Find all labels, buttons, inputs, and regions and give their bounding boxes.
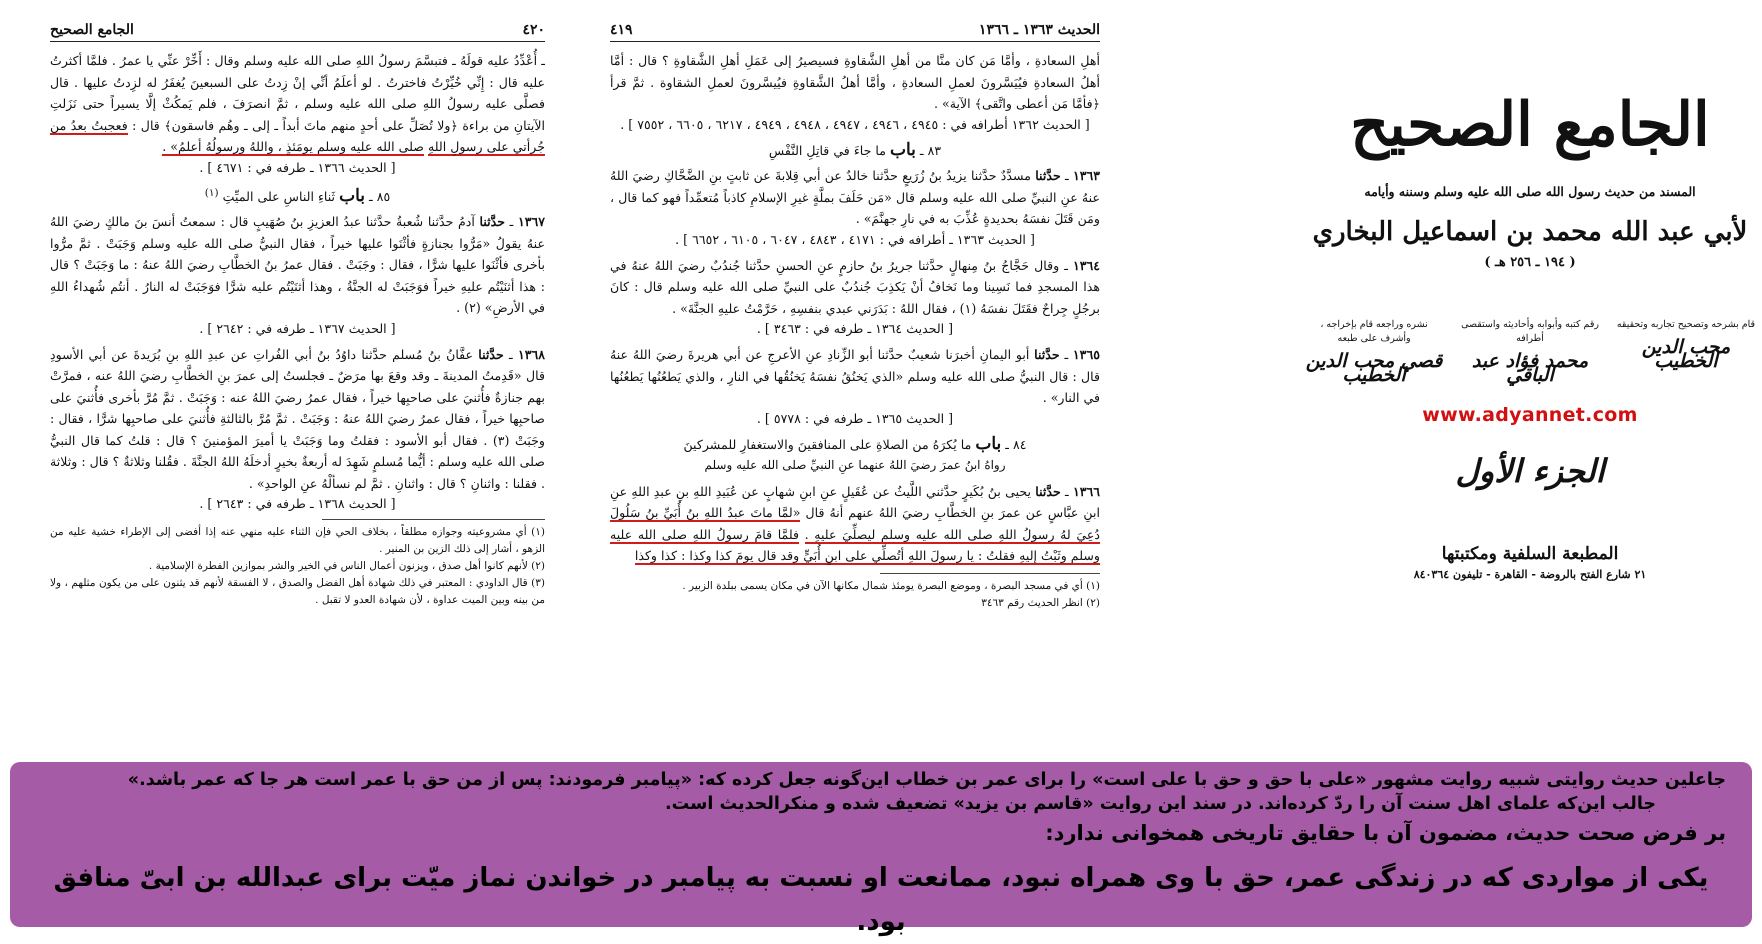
hadith-1366: ١٣٦٦ ـ حدَّثنا يحيى بنُ بُكَيرٍ حدَّثني اللَّيثُ عن عُقَيلٍ عنِ ابنِ شهابٍ عن عُبَيدِ اللهِ بنِ عبدِ اللهِ عنِ ابنِ عبَّاسٍ عن عمرَ بنِ الخطَّابِ رضيَ اللهُ عنهم أنهُ قال «لمَّا ماتَ عبدُ اللهِ بنُ أُبَيِّ بنُ سَلُولَ دُعِيَ لهُ رسولُ اللهِ صلى الله عليه وسلم ليصلِّيَ عليهِ . فلمَّا قامَ رسولُ اللهِ صلى الله عليه وسلم وثَبْتُ إليهِ فقلتُ : يا رسولَ اللهِ أتُصلِّي على ابنِ أُبَيٍّ وقد قال يومَ كذا وكذا : كذا وكذا bbox=[610, 483, 1100, 563]
red-underline-2: صلى الله عليه وسلم يومَئذٍ ، واللهُ ورسولُهُ أعلمُ» . bbox=[162, 139, 424, 154]
book-title: الجامع الصحيح bbox=[1350, 90, 1710, 160]
hadith-ref: [ الحديث ١٣٦٧ ـ طرفه في : ٢٦٤٢ ] . bbox=[199, 320, 396, 336]
hadith-ref: [ الحديث ١٣٦٦ ـ طرفه في : ٤٦٧١ ] . bbox=[199, 159, 396, 175]
hadith-ref: [ الحديث ١٣٦٤ ـ طرفه في : ٣٤٦٣ ] . bbox=[756, 321, 954, 336]
middle-page bbox=[610, 22, 1100, 612]
editor-signature: محب الدين الخطيب bbox=[1641, 336, 1731, 372]
editor-1: قام بشرحه وتصحيح تجاربه وتحقيقه محب الدين الخطيب bbox=[1616, 319, 1756, 372]
hadith-ref: [ الحديث ١٣٦٣ ـ أطرافه في : ٤١٧١ ، ٤٨٤٣ ، ٦٠٤٧ ، ٦١٠٥ ، ٦٦٥٢ ] . bbox=[675, 231, 1035, 247]
left-running-title: الجامع الصحيح bbox=[50, 22, 134, 38]
book-subtitle: المسند من حديث رسول الله صلى الله عليه وسلم وسننه وأيامه bbox=[1364, 184, 1696, 199]
middle-page-header bbox=[610, 22, 1100, 42]
editor-2: رقم كتبه وأبوابه وأحاديثه واستقصى أطرافه محمد فؤاد عبد الباقي bbox=[1461, 319, 1599, 386]
footnote: (١) أي مشروعيته وجوازه مطلقاً ، بخلاف الحي فإن الثناء عليه منهي عنه إذا أفضى إلى الإطراء خشية عليه من الزهو ، أشار إلى ذلك الزين بن المنير . bbox=[50, 526, 545, 556]
red-underline-1: فعجبتُ بعدُ من جُرأتي على رسولِ اللهِ bbox=[50, 117, 545, 154]
commentary-banner bbox=[10, 762, 1752, 937]
footnote: (١) أي في مسجد البصرة ، وموضع البصرة يومئذ شمال مكانها الآن في مكان يسمى ببلدة الزبير . bbox=[682, 579, 1100, 592]
author-dates: ( ١٩٤ ـ ٢٥٦ هـ ) bbox=[1484, 255, 1576, 270]
hadith-1363: ١٣٦٣ ـ حدَّثنا مسدَّدٌ حدَّثنا يزيدُ بنُ زُرَيعٍ حدَّثنا خالدٌ عن أبي قِلابةَ عن ثابتٍ بنِ الضَّحَّاكِ رضيَ اللهُ عنهُ عنِ النبيِّ صلى الله عليه وسلم قال «مَن حَلَفَ بملَّةٍ غيرِ الإسلامِ كاذباً مُتعمِّداً فهو كما قال ، ومَن قَتَلَ نفسَهُ بحديدةٍ عُذِّبَ به في نارِ جهنَّمَ» . bbox=[610, 168, 1100, 226]
hadith-1364: ١٣٦٤ ـ وقال حَجَّاجُ بنُ مِنهالٍ حدَّثنا جريرُ بنُ حازمٍ عنِ الحسنِ حدَّثنا جُندُبٌ رضيَ اللهُ عنهُ في هذا المسجدِ فما نَسِينا وما نَخافُ أنْ يَكذِبَ جُندُبٌ على النبيِّ صلى الله عليه وسلم قال : كانَ برجُلٍ جِراحٌ فقَتَلَ نفسَهُ (١) ، فقال اللهُ : بَدَرَني عبدي بنفسِهِ ، حَرَّمْتُ عليهِ الجنَّةَ» . bbox=[610, 257, 1101, 316]
hadith-ref: [ الحديث ١٣٦٢ أطرافه في : ٤٩٤٥ ، ٤٩٤٦ ، ٤٩٤٧ ، ٤٩٤٨ ، ٤٩٤٩ ، ٦٢١٧ ، ٦٦٠٥ ، ٧٥٥٢ ] . bbox=[620, 116, 1090, 132]
volume-label: الجزء الأول bbox=[1455, 452, 1605, 490]
website-watermark: www.adyannet.com bbox=[1422, 404, 1638, 426]
publisher-name: المطبعة السلفية ومكتبتها bbox=[1441, 544, 1619, 564]
left-page-body bbox=[50, 50, 545, 609]
editor-3: نشره وراجعه قام بإخراجه ، وأشرف على طبعه قصي محب الدين الخطيب bbox=[1305, 319, 1443, 386]
left-page-number: ٤٢٠ bbox=[522, 22, 545, 38]
left-page-header bbox=[50, 22, 545, 42]
hadith-1367: ١٣٦٧ ـ حدَّثنا آدمُ حدَّثنا شُعبةُ حدَّثنا عبدُ العزيزِ بنُ صُهَيبٍ قال : سمعتُ أنسَ بنَ مالكٍ رضيَ اللهُ عنهُ يقولُ «مَرُّوا بجنازةٍ فأثْنَوا عليها خيراً ، فقال النبيُّ صلى الله عليه وسلم وَجَبَتْ . ثمَّ مرُّوا بأخرى فأثْنَوا عليها شرًّا ، فقال : وجَبَتْ . فقال عمرُ بنُ الخطَّابِ رضيَ اللهُ عنهُ : ما وَجَبَتْ ؟ قال : هذا أثنَيْتُم عليهِ خيراً فوَجَبَتْ له الجنَّةُ ، وهذا أثنَيْتُم عليه شرًّا فوَجَبَتْ له النارُ . أنتُم شُهداءُ اللهِ في الأرضِ» (٢) . bbox=[50, 214, 545, 316]
banner-line-2: جالب این‌که علمای اهل سنت آن را ردّ کرده‌اند. در سند این روایت «قاسم بن یزید» تضعیف شده و منکرالحدیث است. bbox=[665, 794, 1656, 814]
hadith-1368: ١٣٦٨ ـ حدَّثنا عفَّانُ بنُ مُسلم حدَّثنا داوُدُ بنُ أبي الفُراتِ عن عبدِ اللهِ بنِ بُرَيدةَ عن أبي الأسودِ قال «قَدِمتُ المدينةَ ـ وقد وقعَ بها مرَضٌ ـ فجلستُ إلى عمرَ بنِ الخطَّابِ رضيَ اللهُ عنه ، فمرَّتْ بهم جنازةٌ فأُثنيَ على صاحبِها خيراً ، فقال عمرُ رضيَ اللهُ عنه : وَجَبَتْ . ثمَّ مُرَّ بأخرى فأُثنيَ على صاحبِها خيراً ، فقال عمرُ رضيَ اللهُ عنهُ : وَجَبَتْ . ثمَّ مُرَّ بالثالثةِ فأُثنيَ على صاحبِها شرًّا ، فقال : وجَبَتْ (٣) . فقال أبو الأسود : فقلتُ وما وَجَبَتْ يا أميرَ المؤمنينَ ؟ قال : قلتُ كما قال النبيُّ صلى الله عليه وسلم : أيُّما مُسلمٍ شَهِدَ له أربعةٌ بخيرٍ أدخلَهُ اللهُ الجنَّةَ . فقُلنا وثلاثةٌ ؟ قال : وثلاثة . فقلنا : واثنانِ ؟ قال : واثنانِ . ثمَّ لم نسألْهُ عنِ الواحدِ» . bbox=[50, 346, 545, 491]
chapter-subheading-84: رواهُ ابنُ عمرَ رضيَ اللهُ عنهما عنِ النبيِّ صلى الله عليه وسلم bbox=[704, 458, 1006, 472]
publisher-address: ٢١ شارع الفتح بالروضة - القاهرة - تليفون ٨٤٠٣٦٤ bbox=[1413, 568, 1647, 581]
hadith-1366-continuation: ـ أُعْدِّدُ عليه قولَهُ ـ فتبسَّمَ رسولُ اللهِ صلى الله عليه وسلم وقال : أَخِّرْ عنِّي يا عمرُ . فلمَّا أكثرتُ عليه قال : إِنِّي خُيِّرْتُ فاخترتُ . لو أعلَمُ أنِّي إنْ زِدتُ على السبعينَ يُغفَرُ له لزِدتُ عليها . قال فصلَّى عليه رسولُ اللهِ صلى الله عليه وسلم ، ثمَّ انصرَفَ ، فلم يَمكُثْ إلَّا يسيراً حتى نَزَلتِ الآيتانِ من براءة ﴿ولا تُصَلِّ على أحدٍ منهم ماتَ أبداً ـ إلى ـ وهُم فاسقون﴾ قال : فعجبتُ بعدُ من جُرأتي على رسولِ اللهِ صلى الله عليه وسلم يومَئذٍ ، واللهُ ورسولُهُ أعلمُ» . bbox=[50, 53, 546, 154]
editor-signature: محمد فؤاد عبد الباقي bbox=[1471, 350, 1589, 386]
footnote: (٢) لأنهم كانوا أهل صدق ، ويزنون أعمال الناس في الخير والشر بموازين الفطرة الإسلامية . bbox=[148, 560, 545, 573]
chapter-heading-85: ٨٥ ـ باب ثَناءِ الناسِ على الميِّتِ $^{(١)}$ bbox=[204, 185, 391, 206]
middle-running-title: الحديث ١٣٦٣ ـ ١٣٦٦ bbox=[978, 22, 1100, 38]
hadith-ref: [ الحديث ١٣٦٨ ـ طرفه في : ٢٦٤٣ ] . bbox=[199, 496, 396, 512]
hadith-1362-continuation: أهلِ السعادةِ ، وأمَّا مَن كان منَّا من أهلِ الشَّقاوةِ فسيصيرُ إلى عَمَلِ أهلِ الشَّقاوةِ ؟ قال : أمَّا أهلُ السعادةِ فيُيَسَّرونَ لعملِ السعادةِ ، وأمَّا أهلُ الشَّقاوةِ فيُيسَّرونَ لعملِ الشقاوة . ثمَّ قرأ ﴿فأمَّا مَن أعطى واتَّقى﴾ الآية» . bbox=[610, 53, 1100, 111]
banner-line-1: جاعلین حدیث روایتی شبیه روایت مشهور «علی با حق و حق با علی است» را برای عمر بن خطاب این‌گونه جعل کرده که: «پیامبر فرمودند: پس از من حق با عمر است هر جا که عمر باشد.» bbox=[127, 770, 1726, 790]
middle-page-number: ٤١٩ bbox=[610, 22, 633, 38]
footnote-rule bbox=[322, 519, 545, 520]
banner-line-4: یکی از مواردی که در زندگی عمر، حق با وی همراه نبود، ممانعت او نسبت به پیامبر در خواندن نماز میّت برای عبدالله بن ابیّ منافق بود. bbox=[53, 863, 1709, 937]
editor-signature: قصي محب الدين الخطيب bbox=[1305, 350, 1443, 386]
red-underline-3: «لمَّا ماتَ عبدُ اللهِ بنُ أُبَيِّ بنُ سَلُولَ دُعِيَ لهُ رسولُ اللهِ صلى الله عليه وسلم ليصلِّيَ عليهِ . bbox=[610, 505, 1100, 542]
left-page bbox=[50, 22, 545, 609]
left-footnotes bbox=[50, 524, 545, 609]
editors bbox=[1300, 318, 1760, 386]
book-author: لأبي عبد الله محمد بن اسماعيل البخاري bbox=[1312, 217, 1748, 247]
footnote-rule bbox=[880, 573, 1101, 574]
footnote: (٣) قال الداودي : المعتبر في ذلك شهادة أهل الفضل والصدق ، لا الفسقة لأنهم قد يثنون على من يكون مثلهم ، ولا من بينه وبين الميت عداوة ، لأن شهادة العدو لا تقبل . bbox=[50, 577, 545, 607]
middle-footnotes bbox=[610, 578, 1100, 612]
hadith-ref: [ الحديث ١٣٦٥ ـ طرفه في : ٥٧٧٨ ] . bbox=[756, 410, 954, 426]
banner-line-3: بر فرض صحت حدیث، مضمون آن با حقایق تاریخی همخوانی ندارد: bbox=[1045, 821, 1726, 845]
chapter-heading-83: ٨٣ ـ باب ما جاءَ في قاتِلِ النَّفْسِ bbox=[768, 139, 942, 160]
hadith-1365: ١٣٦٥ ـ حدَّثنا أبو اليمانِ أخبرَنا شعيبٌ حدَّثنا أبو الزِّنادِ عنِ الأعرجِ عن أبي هريرةَ رضيَ اللهُ عنهُ قال : قال النبيُّ صلى الله عليه وسلم «الذي يَخنُقُ نفسَهُ يَخنُقُها في النارِ ، والذي يَطعُنُها يَطعُنُها في النار» . bbox=[610, 347, 1100, 405]
footnote: (٢) انظر الحديث رقم ٣٤٦٣ bbox=[981, 596, 1100, 609]
title-page bbox=[1300, 40, 1760, 720]
chapter-heading-84: ٨٤ ـ باب ما يُكرَهُ من الصلاةِ على المنافقينَ والاستغفارِ للمشركينَ bbox=[683, 433, 1027, 454]
red-underline-4: فلمَّا قامَ رسولُ اللهِ صلى الله عليه وسلم وثَبْتُ إليهِ فقلتُ : يا رسولَ اللهِ أتُصلِّي على ابنِ أُبَيٍّ وقد قال يومَ كذا وكذا : كذا وكذا bbox=[610, 526, 1100, 563]
middle-page-body bbox=[610, 50, 1100, 612]
